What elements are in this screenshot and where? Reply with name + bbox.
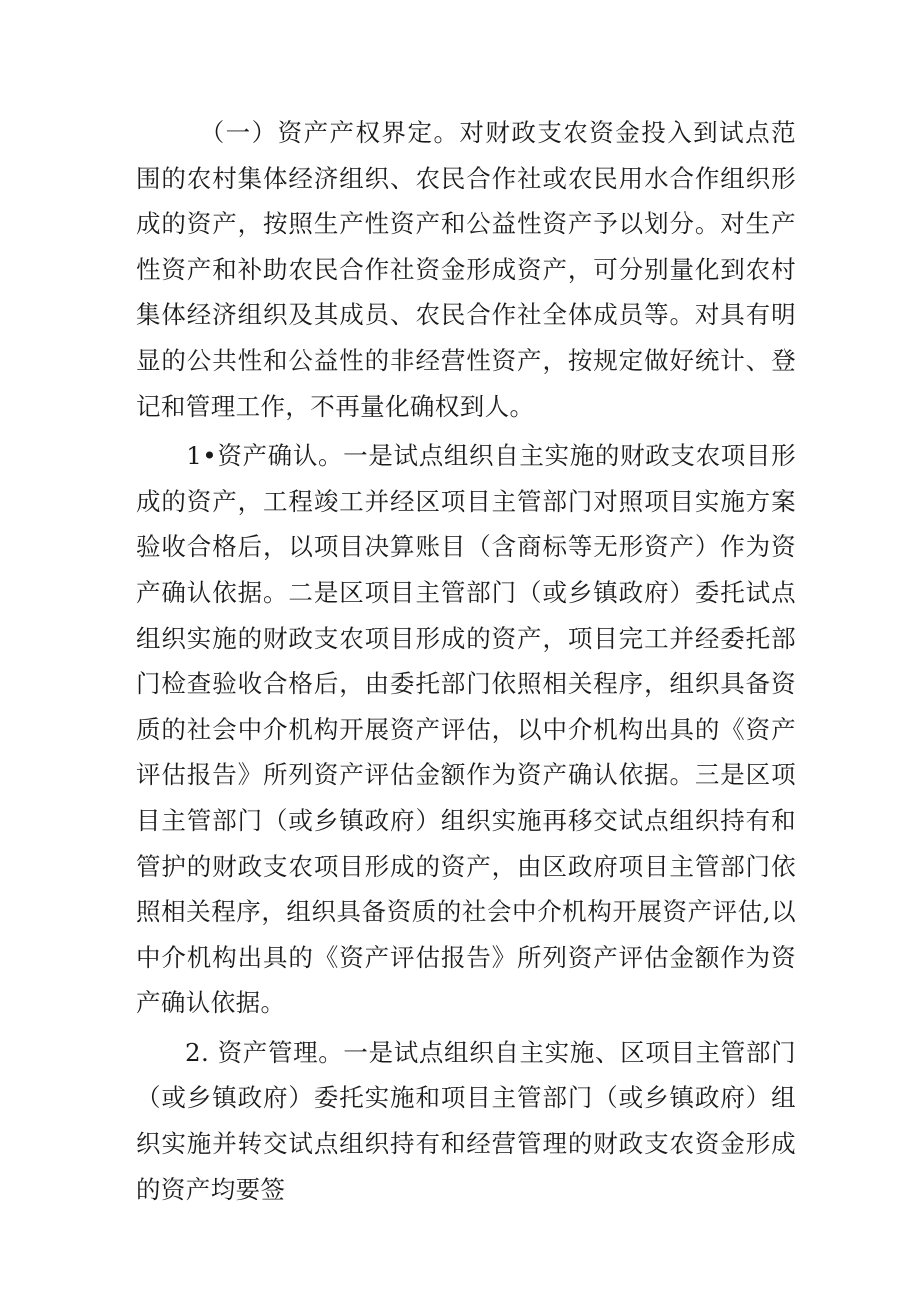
paragraph-asset-confirmation: 1•资产确认。一是试点组织自主实施的财政支农项目形成的资产，工程竣工并经区项目主管部门对照项目实施方案验收合格后，以项目决算账目（含商标等无形资产）作为资产确认依据。二是区项目主管部门（或乡镇政府）委托试点组织实施的财政支农项目形成的资产，项目完工并经委托部门检查验收合格后，由委托部门依照相关程序，组织具备资质的社会中介机构开展资产评估，以中介机构出具的《资产评估报告》所列资产评估金额作为资产确认依据。三是区项目主管部门（或乡镇政府）组织实施再移交试点组织持有和管护的财政支农项目形成的资产，由区政府项目主管部门依照相关程序，组织具备资质的社会中介机构开展资产评估,以中介机构出具的《资产评估报告》所列资产评估金额作为资产确认依据。 (136, 441, 796, 1018)
document-body (136, 110, 796, 1216)
paragraph-asset-property-definition: （一）资产产权界定。对财政支农资金投入到试点范围的农村集体经济组织、农民合作社或农民用水合作组织形成的资产，按照生产性资产和公益性资产予以划分。对生产性资产和补助农民合作社资金形成资产，可分别量化到农村集体经济组织及其成员、农民合作社全体成员等。对具有明显的公共性和公益性的非经营性资产，按规定做好统计、登记和管理工作，不再量化确权到人。 (136, 118, 796, 421)
paragraph-asset-management: 2. 资产管理。一是试点组织自主实施、区项目主管部门（或乡镇政府）委托实施和项目主管部门（或乡镇政府）组织实施并转交试点组织持有和经营管理的财政支农资金形成的资产均要签 (136, 1037, 796, 1204)
